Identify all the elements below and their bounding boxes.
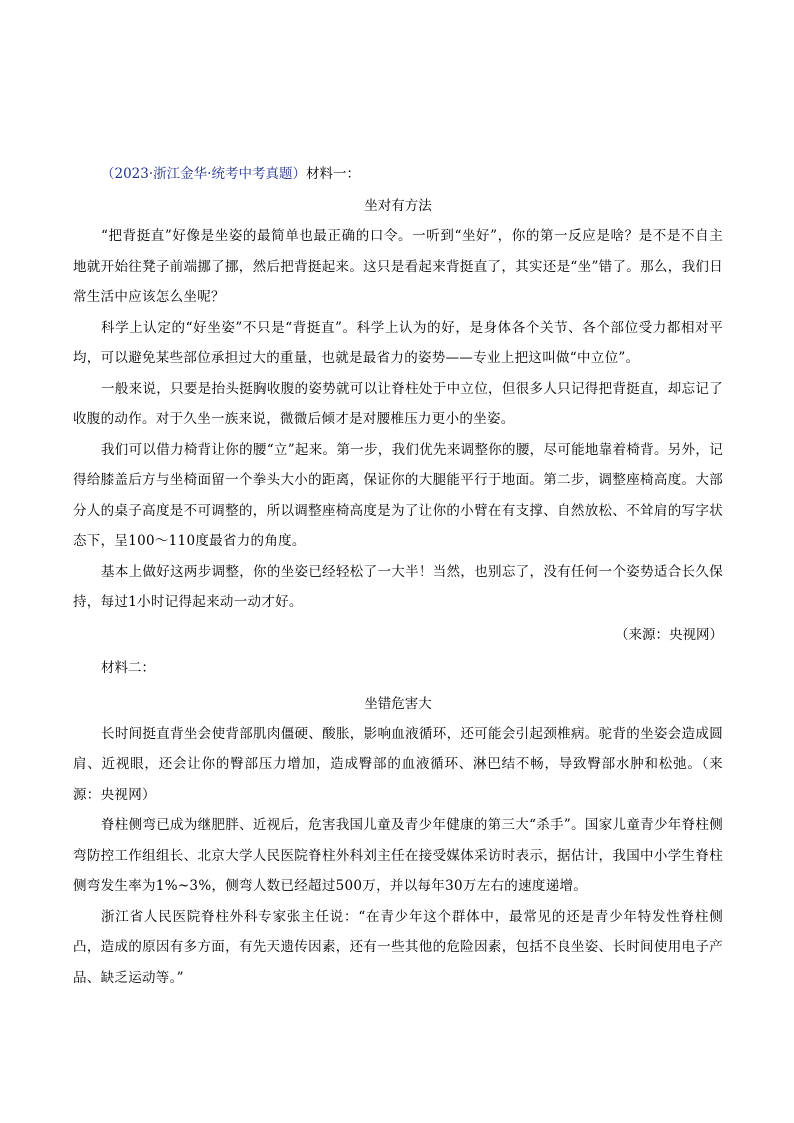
material-two-paragraph: 长时间挺直背坐会使背部肌肉僵硬、酸胀，影响血液循环，还可能会引起颈椎病。驼背的坐姿会造成圆肩、近视眼，还会让你的臀部压力增加，造成臀部的血液循环、淋巴结不畅，导致臀部水肿和松弛。（来源：央视网） <box>73 725 723 803</box>
material-two-paragraph: 浙江省人民医院脊柱外科专家张主任说：“在青少年这个群体中，最常见的还是青少年特发性脊柱侧凸，造成的原因有多方面，有先天遗传因素，还有一些其他的危险因素，包括不良坐姿、长时间使用电子产品、缺乏运动等。” <box>73 908 723 986</box>
material-two-label: 材料二： <box>101 660 155 676</box>
exam-source-tag: （2023·浙江金华·统考中考真题） <box>101 166 306 182</box>
question-header <box>73 162 723 186</box>
material-two-title: 坐错危害大 <box>364 695 432 712</box>
material-one-label: 材料一： <box>305 166 360 182</box>
material-one-title: 坐对有方法 <box>364 198 432 214</box>
material-two-paragraph: 脊柱侧弯已成为继肥胖、近视后，危害我国儿童及青少年健康的第三大“杀手”。国家儿童青少年脊柱侧弯防控工作组组长、北京大学人民医院脊柱外科刘主任在接受媒体采访时表示，据估计，我国中小学生脊柱侧弯发生率为1%~3%，侧弯人数已经超过500万，并以每年30万左右的速度递增。 <box>73 817 723 894</box>
material-one-paragraph: 我们可以借力椅背让你的腰“立”起来。第一步，我们优先来调整你的腰，尽可能地靠着椅背。另外，记得给膝盖后方与坐椅面留一个拳头大小的距离，保证你的大腿能平行于地面。第二步，调整座椅高度。大部分人的桌子高度是不可调整的，所以调整座椅高度是为了让你的小臂在有支撑、自然放松、不耸肩的写字状态下，呈100～110度最省力的角度。 <box>73 441 723 549</box>
material-one-credit: （来源：央视网） <box>615 626 723 643</box>
material-one-paragraph: 一般来说，只要是抬头挺胸收腹的姿势就可以让脊柱处于中立位，但很多人只记得把背挺直，却忘记了收腹的动作。对于久坐一族来说，微微后倾才是对腰椎压力更小的坐姿。 <box>73 380 723 427</box>
material-one-paragraph: 科学上认定的“好坐姿”不只是“背挺直”。科学上认为的好，是身体各个关节、各个部位受力都相对平均，可以避免某些部位承担过大的重量，也就是最省力的姿势——专业上把这叫做“中立位”。 <box>73 319 723 366</box>
material-one-paragraph: 基本上做好这两步调整，你的坐姿已经轻松了一大半！当然，也别忘了，没有任何一个姿势适合长久保持，每过1小时记得起来动一动才好。 <box>73 563 723 610</box>
material-one-paragraph: “把背挺直”好像是坐姿的最简单也最正确的口令。一听到“坐好”，你的第一反应是啥？是不是不自主地就开始往凳子前端挪了挪，然后把背挺起来。这只是看起来背挺直了，其实还是“坐”错了。那么，我们日常生活中应该怎么坐呢？ <box>73 228 723 305</box>
document-content <box>73 162 723 993</box>
